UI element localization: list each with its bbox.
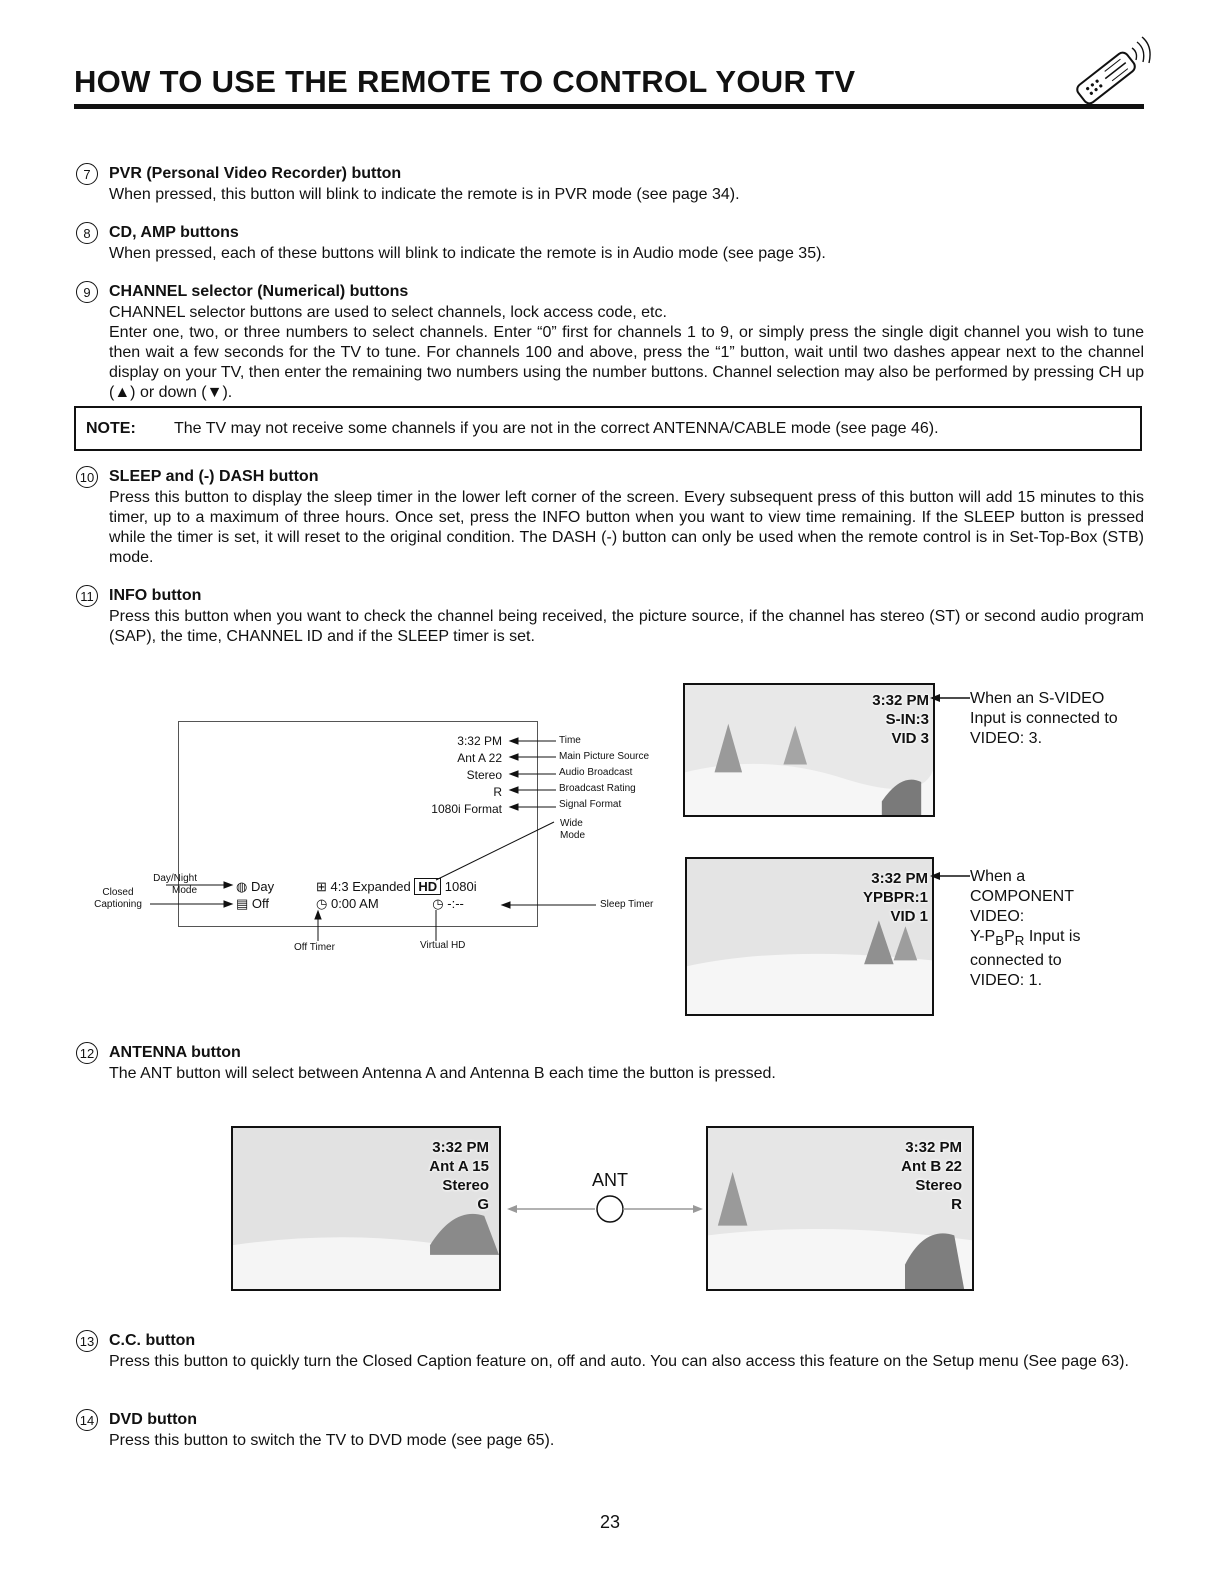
- label-day-night-line: Day/Night: [153, 873, 197, 884]
- item-number: 12: [76, 1042, 98, 1064]
- item-number: 14: [76, 1409, 98, 1431]
- osd-audio: Stereo: [466, 768, 502, 782]
- component-desc-line: VIDEO: 1.: [970, 972, 1043, 990]
- desc-r: R: [1014, 933, 1025, 949]
- item-text: Press this button to switch the TV to DVD mode (see page 65).: [109, 1432, 555, 1449]
- label-off-timer: Off Timer: [294, 942, 335, 953]
- component-desc-line: [970, 927, 1080, 951]
- osd-cc-off: Off: [251, 896, 270, 911]
- clock-icon: ◷: [316, 896, 328, 911]
- item-text: The ANT button will select between Antenna A and Antenna B each time the button is pressed.: [109, 1065, 776, 1082]
- label-virtual-hd: Virtual HD: [420, 940, 466, 951]
- item-heading: ANTENNA button: [109, 1044, 241, 1061]
- callout-wide-mode-line: Wide: [560, 818, 583, 829]
- label-sleep-timer: Sleep Timer: [600, 899, 654, 910]
- ant-button-icon: [597, 1196, 623, 1222]
- item-heading: INFO button: [109, 587, 202, 604]
- desc-y: Y-P: [970, 928, 996, 945]
- item-text: Press this button when you want to check the channel being received, the picture source, if the channel has stereo (ST) or second audio program (SAP), the time, CHANNEL ID and if the SLEEP timer is set.: [109, 608, 1144, 645]
- label-day-night-line: Mode: [171, 885, 197, 896]
- sleep-clock-icon: ◷: [432, 896, 444, 911]
- osd-status-bar-2: [316, 878, 477, 912]
- label-closed-captioning: [88, 887, 148, 911]
- osd-line: VID 3: [891, 730, 929, 747]
- callout-wide-mode-line: Mode: [560, 830, 586, 841]
- callout-rating: Broadcast Rating: [559, 783, 636, 794]
- osd-aspect: 4:3 Expanded: [330, 879, 411, 894]
- item-number: 9: [76, 281, 98, 303]
- component-arrow: [930, 870, 970, 882]
- item-text: Enter one, two, or three numbers to select channels. Enter “0” first for channels 1 to 9, or simply press the single digit channel you wish to tune then wait a few seconds for the TV to tune. For channels 100 and above, press the “1” button, wait until two dashes appear next to the channel display on your TV, then enter the remaining two numbers using the number buttons. Channel selection may also be performed by pressing CH up (▲) or down (▼).: [109, 324, 1144, 401]
- ant-button-label: ANT: [592, 1170, 628, 1190]
- component-desc-line: When a: [970, 868, 1026, 885]
- item-text: Press this button to quickly turn the Closed Caption feature on, off and auto. You can also access this feature on the Setup menu (See page 63).: [109, 1353, 1129, 1370]
- item-heading: DVD button: [109, 1411, 197, 1428]
- osd-line: R: [951, 1196, 962, 1213]
- osd-line: 3:32 PM: [871, 870, 928, 887]
- svideo-desc-line: Input is connected to: [970, 710, 1118, 727]
- item-text: Press this button to display the sleep timer in the lower left corner of the screen. Every subsequent press of this button will add 15 minutes to this timer, up to a maximum of three hours. Once set, press the INFO button when you want to view time remaining. If the SLEEP button is pressed while the timer is set, it will reset to the original condition. The DASH (-) button can only be used when the remote control is in Set-Top-Box (STB) mode.: [109, 489, 1144, 566]
- item-number: 8: [76, 222, 98, 244]
- label-closed-captioning-line: Closed: [102, 887, 134, 898]
- component-desc-line: connected to: [970, 952, 1062, 970]
- component-screen: [685, 857, 934, 1016]
- antenna-b-screen: [706, 1126, 974, 1291]
- item-number: 11: [76, 585, 98, 607]
- ant-toggle-diagram: [505, 1194, 705, 1224]
- component-desc-line: VIDEO:: [970, 908, 1025, 925]
- component-osd: [863, 869, 928, 926]
- callout-source: Main Picture Source: [559, 751, 650, 762]
- item-text: CHANNEL selector buttons are used to select channels, lock access code, etc.: [109, 304, 667, 321]
- osd-off-timer-value: 0:00 AM: [330, 896, 379, 911]
- osd-day-mode: Day: [250, 879, 275, 894]
- item-heading: SLEEP and (-) DASH button: [109, 468, 319, 485]
- osd-format-value: 1080i: [444, 879, 477, 894]
- item-antenna-button: [76, 1042, 1146, 1084]
- svideo-arrow: [930, 692, 970, 704]
- osd-line: 3:32 PM: [872, 692, 929, 709]
- osd-line: 3:32 PM: [432, 1139, 489, 1156]
- osd-line: Stereo: [915, 1177, 962, 1194]
- osd-line: YPBPR:1: [862, 889, 928, 906]
- osd-line: Ant A 15: [429, 1158, 489, 1175]
- item-number: 13: [76, 1330, 98, 1352]
- component-desc-line: COMPONENT: [970, 888, 1074, 905]
- osd-line: G: [477, 1196, 489, 1213]
- item-heading: PVR (Personal Video Recorder) button: [109, 165, 402, 182]
- item-dvd-button: [76, 1409, 1146, 1451]
- antenna-a-osd: [429, 1138, 489, 1214]
- aspect-icon: ⊞: [316, 879, 327, 894]
- item-text: When pressed, each of these buttons will blink to indicate the remote is in Audio mode (see page 35).: [109, 245, 826, 262]
- label-day-night-mode: [145, 873, 197, 897]
- osd-line: VID 1: [890, 908, 928, 925]
- svideo-desc-line: VIDEO: 3.: [970, 730, 1043, 747]
- osd-line: S-IN:3: [885, 711, 929, 728]
- item-heading: C.C. button: [109, 1332, 196, 1349]
- hd-badge: HD: [414, 878, 441, 895]
- svideo-screen: [683, 683, 935, 817]
- osd-source: Ant A 22: [457, 751, 502, 765]
- desc-b: B: [995, 933, 1005, 949]
- callout-time: Time: [559, 735, 581, 746]
- svideo-desc-line: When an S-VIDEO: [970, 690, 1105, 707]
- note-label: NOTE:: [86, 419, 136, 437]
- item-heading: CHANNEL selector (Numerical) buttons: [109, 283, 409, 300]
- antenna-a-screen: [231, 1126, 501, 1291]
- osd-line: Stereo: [442, 1177, 489, 1194]
- callout-audio: Audio Broadcast: [559, 767, 633, 778]
- antenna-b-osd: [901, 1138, 962, 1214]
- svideo-description: [970, 689, 1118, 749]
- desc-rest: Input is: [1024, 928, 1081, 945]
- osd-sleep-value: -:--: [447, 896, 464, 911]
- closed-caption-icon: ▤: [236, 896, 249, 911]
- item-number: 7: [76, 163, 98, 185]
- osd-time: 3:32 PM: [457, 734, 502, 748]
- label-closed-captioning-line: Captioning: [94, 899, 142, 910]
- osd-line: 3:32 PM: [905, 1139, 962, 1156]
- component-description: [970, 867, 1080, 991]
- desc-p: P: [1004, 928, 1015, 945]
- osd-line: Ant B 22: [901, 1158, 962, 1175]
- osd-rating: R: [493, 785, 502, 799]
- item-cc-button: [76, 1330, 1146, 1372]
- page-number: 23: [599, 1512, 621, 1532]
- item-text: When pressed, this button will blink to indicate the remote is in PVR mode (see page 34).: [109, 186, 740, 203]
- callout-format: Signal Format: [559, 799, 622, 810]
- svideo-osd: [872, 691, 929, 748]
- page-title: HOW TO USE THE REMOTE TO CONTROL YOUR TV: [74, 64, 856, 99]
- day-night-icon: ◍: [236, 879, 248, 894]
- item-heading: CD, AMP buttons: [109, 224, 239, 241]
- item-number: 10: [76, 466, 98, 488]
- osd-format: 1080i Format: [431, 802, 502, 816]
- osd-status-bar: [236, 878, 274, 912]
- note-text: The TV may not receive some channels if you are not in the correct ANTENNA/CABLE mode (see page 46).: [174, 419, 939, 437]
